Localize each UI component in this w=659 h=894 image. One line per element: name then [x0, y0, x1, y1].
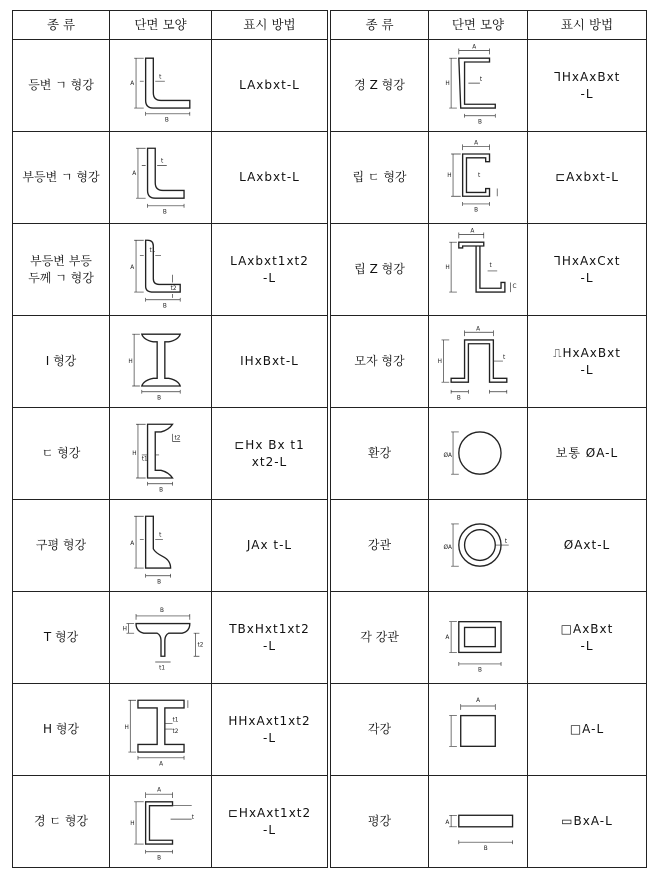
- h-beam-section-icon: [113, 687, 209, 773]
- section-type-name: 경 ㄷ 형강: [13, 776, 110, 868]
- dimension-label: t: [158, 73, 161, 80]
- header-shape: 단면 모양: [110, 11, 212, 40]
- section-shape-cell: [110, 592, 212, 684]
- notation-method: ⊏Axbxt-L: [528, 132, 647, 224]
- channel-section-icon: [113, 411, 209, 497]
- square-pipe-section-icon: [430, 595, 526, 681]
- notation-method: HHxAxt1xt2 -L: [212, 684, 328, 776]
- section-type-name: 평강: [331, 776, 429, 868]
- equal-angle-section-icon: [113, 43, 209, 129]
- light-channel-section-icon: [113, 779, 209, 865]
- dimension-label: B: [474, 207, 479, 214]
- dimension-label: t2: [196, 642, 203, 649]
- notation-method: TBxHxt1xt2 -L: [212, 592, 328, 684]
- hat-section-icon: [430, 319, 526, 405]
- left-table-row: [13, 132, 328, 224]
- section-shape-cell: [110, 776, 212, 868]
- dimension-label: B: [164, 117, 169, 124]
- t-section-icon: [113, 595, 209, 681]
- left-table-row: [13, 316, 328, 408]
- section-shape-cell: [110, 132, 212, 224]
- section-shape-cell: [110, 316, 212, 408]
- section-type-name: 강관: [331, 500, 429, 592]
- section-shape-cell: [429, 224, 528, 316]
- dimension-label: t: [489, 262, 492, 269]
- dimension-label: A: [131, 170, 136, 177]
- dimension-label: t1: [148, 247, 155, 254]
- dimension-label: t: [191, 814, 194, 821]
- section-shape-cell: [429, 776, 528, 868]
- section-shape-cell: [429, 500, 528, 592]
- section-type-name: 립 Z 형강: [331, 224, 429, 316]
- dimension-label: ØA: [443, 544, 452, 551]
- dimension-label: ØA: [443, 452, 452, 459]
- left-table-row: [13, 684, 328, 776]
- header-shape: 단면 모양: [429, 11, 528, 40]
- dimension-label: H: [127, 358, 133, 365]
- notation-method: LAxbxt-L: [212, 40, 328, 132]
- notation-method: ⎍HxAxBxt -L: [528, 316, 647, 408]
- section-shape-cell: [110, 500, 212, 592]
- dimension-label: A: [129, 80, 134, 87]
- section-shape-cell: [429, 40, 528, 132]
- section-type-name: 환강: [331, 408, 429, 500]
- dimension-label: A: [470, 228, 475, 235]
- dimension-label: t: [160, 158, 163, 165]
- section-type-name: 경 Z 형강: [331, 40, 429, 132]
- lipped-z-section-icon: [430, 227, 526, 313]
- dimension-label: t: [502, 354, 506, 361]
- dimension-label: t2: [172, 728, 178, 735]
- dimension-label: B: [478, 118, 482, 125]
- dimension-label: H: [131, 450, 137, 457]
- dimension-label: t: [478, 172, 481, 179]
- dimension-label: A: [445, 634, 450, 641]
- dimension-label: A: [445, 819, 450, 826]
- dimension-label: A: [472, 44, 477, 51]
- dimension-label: H: [445, 80, 450, 87]
- section-type-name: T 형강: [13, 592, 110, 684]
- dimension-label: t: [158, 531, 161, 538]
- dimension-label: t1: [158, 665, 165, 672]
- section-type-name: 등변 ㄱ 형강: [13, 40, 110, 132]
- section-type-name: H 형강: [13, 684, 110, 776]
- left-table-row: [13, 408, 328, 500]
- dimension-label: t: [504, 538, 508, 545]
- lipped-channel-section-icon: [430, 135, 526, 221]
- section-type-name: 부등변 부등 두께 ㄱ 형강: [13, 224, 110, 316]
- left-table-row: [13, 776, 328, 868]
- dimension-label: B: [159, 607, 164, 614]
- dimension-label: H: [124, 724, 129, 731]
- dimension-label: H: [447, 172, 452, 179]
- dimension-label: A: [476, 325, 481, 332]
- section-type-name: 립 ㄷ 형강: [331, 132, 429, 224]
- dimension-label: B: [478, 667, 482, 674]
- section-shape-cell: [110, 224, 212, 316]
- unequal-angle-section-icon: [113, 135, 209, 221]
- notation-method: ᒣHxAxBxt -L: [528, 40, 647, 132]
- dimension-label: C: [512, 283, 517, 290]
- section-shape-cell: [429, 132, 528, 224]
- section-type-name: I 형강: [13, 316, 110, 408]
- dimension-label: A: [158, 761, 163, 768]
- notation-method: ⊏Hx Bx t1 xt2-L: [212, 408, 328, 500]
- notation-method: □A-L: [528, 684, 647, 776]
- dimension-label: H: [445, 264, 450, 271]
- right-table-row: [331, 224, 647, 316]
- bulb-flat-section-icon: [113, 503, 209, 589]
- right-table-row: [331, 500, 647, 592]
- left-table-row: [13, 500, 328, 592]
- square-bar-section-icon: [430, 687, 526, 773]
- dimension-label: B: [156, 854, 161, 861]
- dimension-label: B: [162, 209, 167, 216]
- dimension-label: t1: [172, 716, 178, 723]
- light-z-section-icon: [430, 43, 526, 129]
- notation-method: ᒣHxAxCxt -L: [528, 224, 647, 316]
- dimension-label: B: [456, 394, 461, 401]
- notation-method: LAxbxt1xt2 -L: [212, 224, 328, 316]
- dimension-label: A: [474, 139, 479, 146]
- steel-table-left: [12, 10, 328, 868]
- section-shape-cell: [429, 684, 528, 776]
- i-beam-section-icon: [113, 319, 209, 405]
- section-type-name: 각강: [331, 684, 429, 776]
- dimension-label: A: [129, 264, 134, 271]
- dimension-label: H: [437, 358, 443, 365]
- dimension-label: B: [158, 486, 163, 493]
- notation-method: ⊏HxAxt1xt2 -L: [212, 776, 328, 868]
- right-table-row: [331, 40, 647, 132]
- left-table-row: [13, 592, 328, 684]
- dimension-label: t2: [170, 285, 177, 292]
- section-type-name: 각 강관: [331, 592, 429, 684]
- notation-method: 보통 ØA-L: [528, 408, 647, 500]
- steel-pipe-section-icon: [430, 503, 526, 589]
- section-type-name: ㄷ 형강: [13, 408, 110, 500]
- notation-method: JAx t-L: [212, 500, 328, 592]
- right-table-row: [331, 132, 647, 224]
- left-table-row: [13, 224, 328, 316]
- dimension-label: B: [156, 394, 161, 401]
- dimension-label: B: [162, 302, 167, 309]
- section-shape-cell: [110, 684, 212, 776]
- right-table-row: [331, 776, 647, 868]
- right-table-row: [331, 408, 647, 500]
- dimension-label: A: [476, 697, 481, 704]
- left-table-row: [13, 40, 328, 132]
- section-shape-cell: [110, 408, 212, 500]
- notation-method: □AxBxt -L: [528, 592, 647, 684]
- header-type: 종 류: [13, 11, 110, 40]
- dimension-label: t2: [173, 435, 180, 442]
- header-row: [13, 11, 328, 40]
- header-notation: 표시 방법: [528, 11, 647, 40]
- section-type-name: 모자 형강: [331, 316, 429, 408]
- round-bar-section-icon: [430, 411, 526, 497]
- flat-bar-section-icon: [430, 779, 526, 865]
- notation-method: LAxbxt-L: [212, 132, 328, 224]
- right-table-row: [331, 316, 647, 408]
- dimension-label: t: [479, 76, 483, 83]
- header-type: 종 류: [331, 11, 429, 40]
- dimension-label: A: [156, 786, 161, 793]
- section-shape-cell: [429, 408, 528, 500]
- header-notation: 표시 방법: [212, 11, 328, 40]
- dimension-label: B: [156, 578, 161, 585]
- section-type-name: 구평 형강: [13, 500, 110, 592]
- dimension-label: H: [129, 820, 135, 827]
- notation-method: ØAxt-L: [528, 500, 647, 592]
- notation-method: IHxBxt-L: [212, 316, 328, 408]
- notation-method: ▭BxA-L: [528, 776, 647, 868]
- section-shape-cell: [429, 592, 528, 684]
- section-shape-cell: [429, 316, 528, 408]
- steel-table-right: [330, 10, 647, 868]
- dimension-label: A: [129, 540, 134, 547]
- dimension-label: t1: [141, 456, 148, 463]
- header-row: [331, 11, 647, 40]
- right-table-row: [331, 684, 647, 776]
- dimension-label: B: [483, 845, 488, 852]
- right-table-row: [331, 592, 647, 684]
- section-type-name: 부등변 ㄱ 형강: [13, 132, 110, 224]
- dimension-label: H: [122, 625, 127, 632]
- unequal-thickness-angle-section-icon: [113, 227, 209, 313]
- section-shape-cell: [110, 40, 212, 132]
